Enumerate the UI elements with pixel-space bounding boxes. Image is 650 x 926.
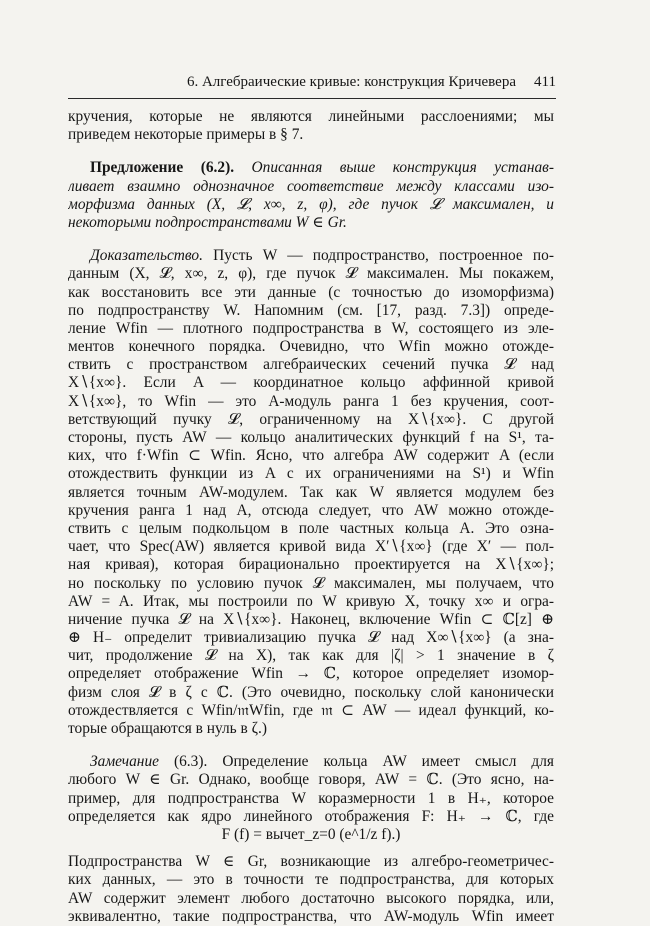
- text-line: ветствующий пучку 𝓛, ограниченному на X∖{x∞}. С другой: [68, 410, 554, 428]
- text-line: ление Wfin — плотного подпространства в W, состоящего из эле-: [68, 319, 554, 337]
- remark-paragraph: [68, 753, 554, 844]
- proposition-paragraph: [68, 159, 554, 232]
- text-line: эквивалентно, такие подпространства, что AW-модуль Wfin имеет: [68, 907, 554, 925]
- text-line: по подпространству W. Напомним (см. [17, разд. 7.3]) опреде-: [68, 301, 554, 319]
- text-line: AW содержит элемент любого достаточно высокого порядка, или,: [68, 889, 554, 907]
- text-line: стороны, пусть AW — кольцо аналитических функций f на S¹, та-: [68, 429, 554, 446]
- text-line: физм слоя 𝓛 в ζ с ℂ. (Это очевидно, поскольку слой канонически: [68, 683, 554, 701]
- intro-paragraph: [68, 108, 554, 144]
- proof-label: Доказательство.: [90, 247, 203, 265]
- header-rule: [68, 98, 556, 99]
- text-line: определяется как ядро линейного отображения F: H₊ → ℂ, где: [68, 807, 554, 825]
- text-line: [68, 753, 554, 771]
- text-line: ких, что f·Wfin ⊂ Wfin. Ясно, что алгебра AW содержит A (если: [68, 447, 554, 465]
- text-line: чает, что Spec(AW) является кривой вида X′∖{x∞} (где X′ — пол-: [68, 538, 554, 556]
- text-line: торые обращаются в нуль в ζ.): [68, 720, 268, 737]
- text-line: как восстановить все эти данные (с точностью до изоморфизма): [68, 283, 554, 301]
- text-line: пример, для подпространства W коразмерности 1 в H₊, которое: [68, 789, 554, 807]
- text-line: но поскольку по условию пучок 𝓛 максимален, мы получаем, что: [68, 574, 554, 592]
- running-header: [68, 74, 556, 96]
- text-line: ливает взаимно однозначное соответствие между классами изо-: [68, 177, 554, 195]
- text-line: ких данных, — это в точности те подпространства, для которых: [68, 871, 554, 889]
- text-line: кручения ранга 1 над A, отсюда следует, что AW можно отожде-: [68, 501, 554, 519]
- text-line: X∖{x∞}. Если A — координатное кольцо аффинной кривой: [68, 374, 554, 392]
- page-body: [68, 108, 554, 926]
- proposition-text: Описанная выше конструкция устанав-: [251, 159, 554, 177]
- text-line: определяет отображение Wfin → ℂ, которое определяет изомор-: [68, 665, 554, 683]
- text-line: отождествляется с Wfin/𝔪Wfin, где 𝔪 ⊂ AW — идеал функций, ко-: [68, 701, 554, 719]
- text-line: ная кривая), которая бирационально проектируется на X∖{x∞};: [68, 556, 554, 574]
- text-line: приведем некоторые примеры в § 7.: [68, 126, 304, 144]
- text-line: любого W ∈ Gr. Однако, вообще говоря, AW = ℂ. (Это ясно, на-: [68, 771, 554, 789]
- text-line: ствить с целым подкольцом в поле частных кольца A. Это озна-: [68, 519, 554, 537]
- remark-label: Замечание: [90, 753, 159, 771]
- residue-formula: F (f) = вычет_z=0 (e^1/z f).): [221, 825, 401, 843]
- text-line: X∖{x∞}, то Wfin — это A-модуль ранга 1 без кручения, соот-: [68, 392, 554, 410]
- text-line: ствить с пространством алгебраических сечений пучка 𝓛 над: [68, 356, 554, 374]
- proof-text: Пусть W — подпространство, построенное по-: [213, 247, 554, 265]
- proposition-label: Предложение (6.2).: [90, 159, 235, 177]
- text-line: ничение пучка 𝓛 на X∖{x∞}. Наконец, включение Wfin ⊂ ℂ[z] ⊕: [68, 610, 554, 628]
- page-number: 411: [534, 74, 556, 90]
- text-line: [68, 159, 554, 177]
- text-line: AW = A. Итак, мы построили по W кривую X, точку x∞ и огра-: [68, 592, 554, 610]
- text-line: кручения, которые не являются линейными расслоениями; мы: [68, 108, 554, 125]
- text-line: отождествить функции из A с их ограничениями на S¹) и Wfin: [68, 465, 554, 483]
- text-line: некоторыми подпространствами W ∈ Gr.: [68, 213, 347, 231]
- remark-text: (6.3). Определение кольца AW имеет смысл для: [173, 753, 554, 771]
- closing-paragraph: [68, 853, 554, 926]
- text-line: ⊕ H₋ определит тривиализацию пучка 𝓛 над X∞∖{x∞} (а зна-: [68, 629, 554, 647]
- text-line: является точным AW-модулем. Так как W является модулем без: [68, 483, 554, 501]
- text-line: Подпространства W ∈ Gr, возникающие из алгебро-геометричес-: [68, 853, 554, 871]
- text-line: данным (X, 𝓛, x∞, z, φ), где пучок 𝓛 максимален. Мы покажем,: [68, 265, 554, 283]
- text-line: ментов конечного порядка. Очевидно, что Wfin можно отожде-: [68, 338, 554, 356]
- text-line: [68, 247, 554, 265]
- text-line: морфизма данных (X, 𝓛, x∞, z, φ), где пучок 𝓛 максимален, и: [68, 195, 554, 213]
- proof-paragraph: [68, 247, 554, 738]
- text-line: чит, продолжение 𝓛 на X), так как для |ζ| > 1 значение в ζ: [68, 647, 554, 665]
- running-title: 6. Алгебраические кривые: конструкция Кричевера: [186, 74, 516, 90]
